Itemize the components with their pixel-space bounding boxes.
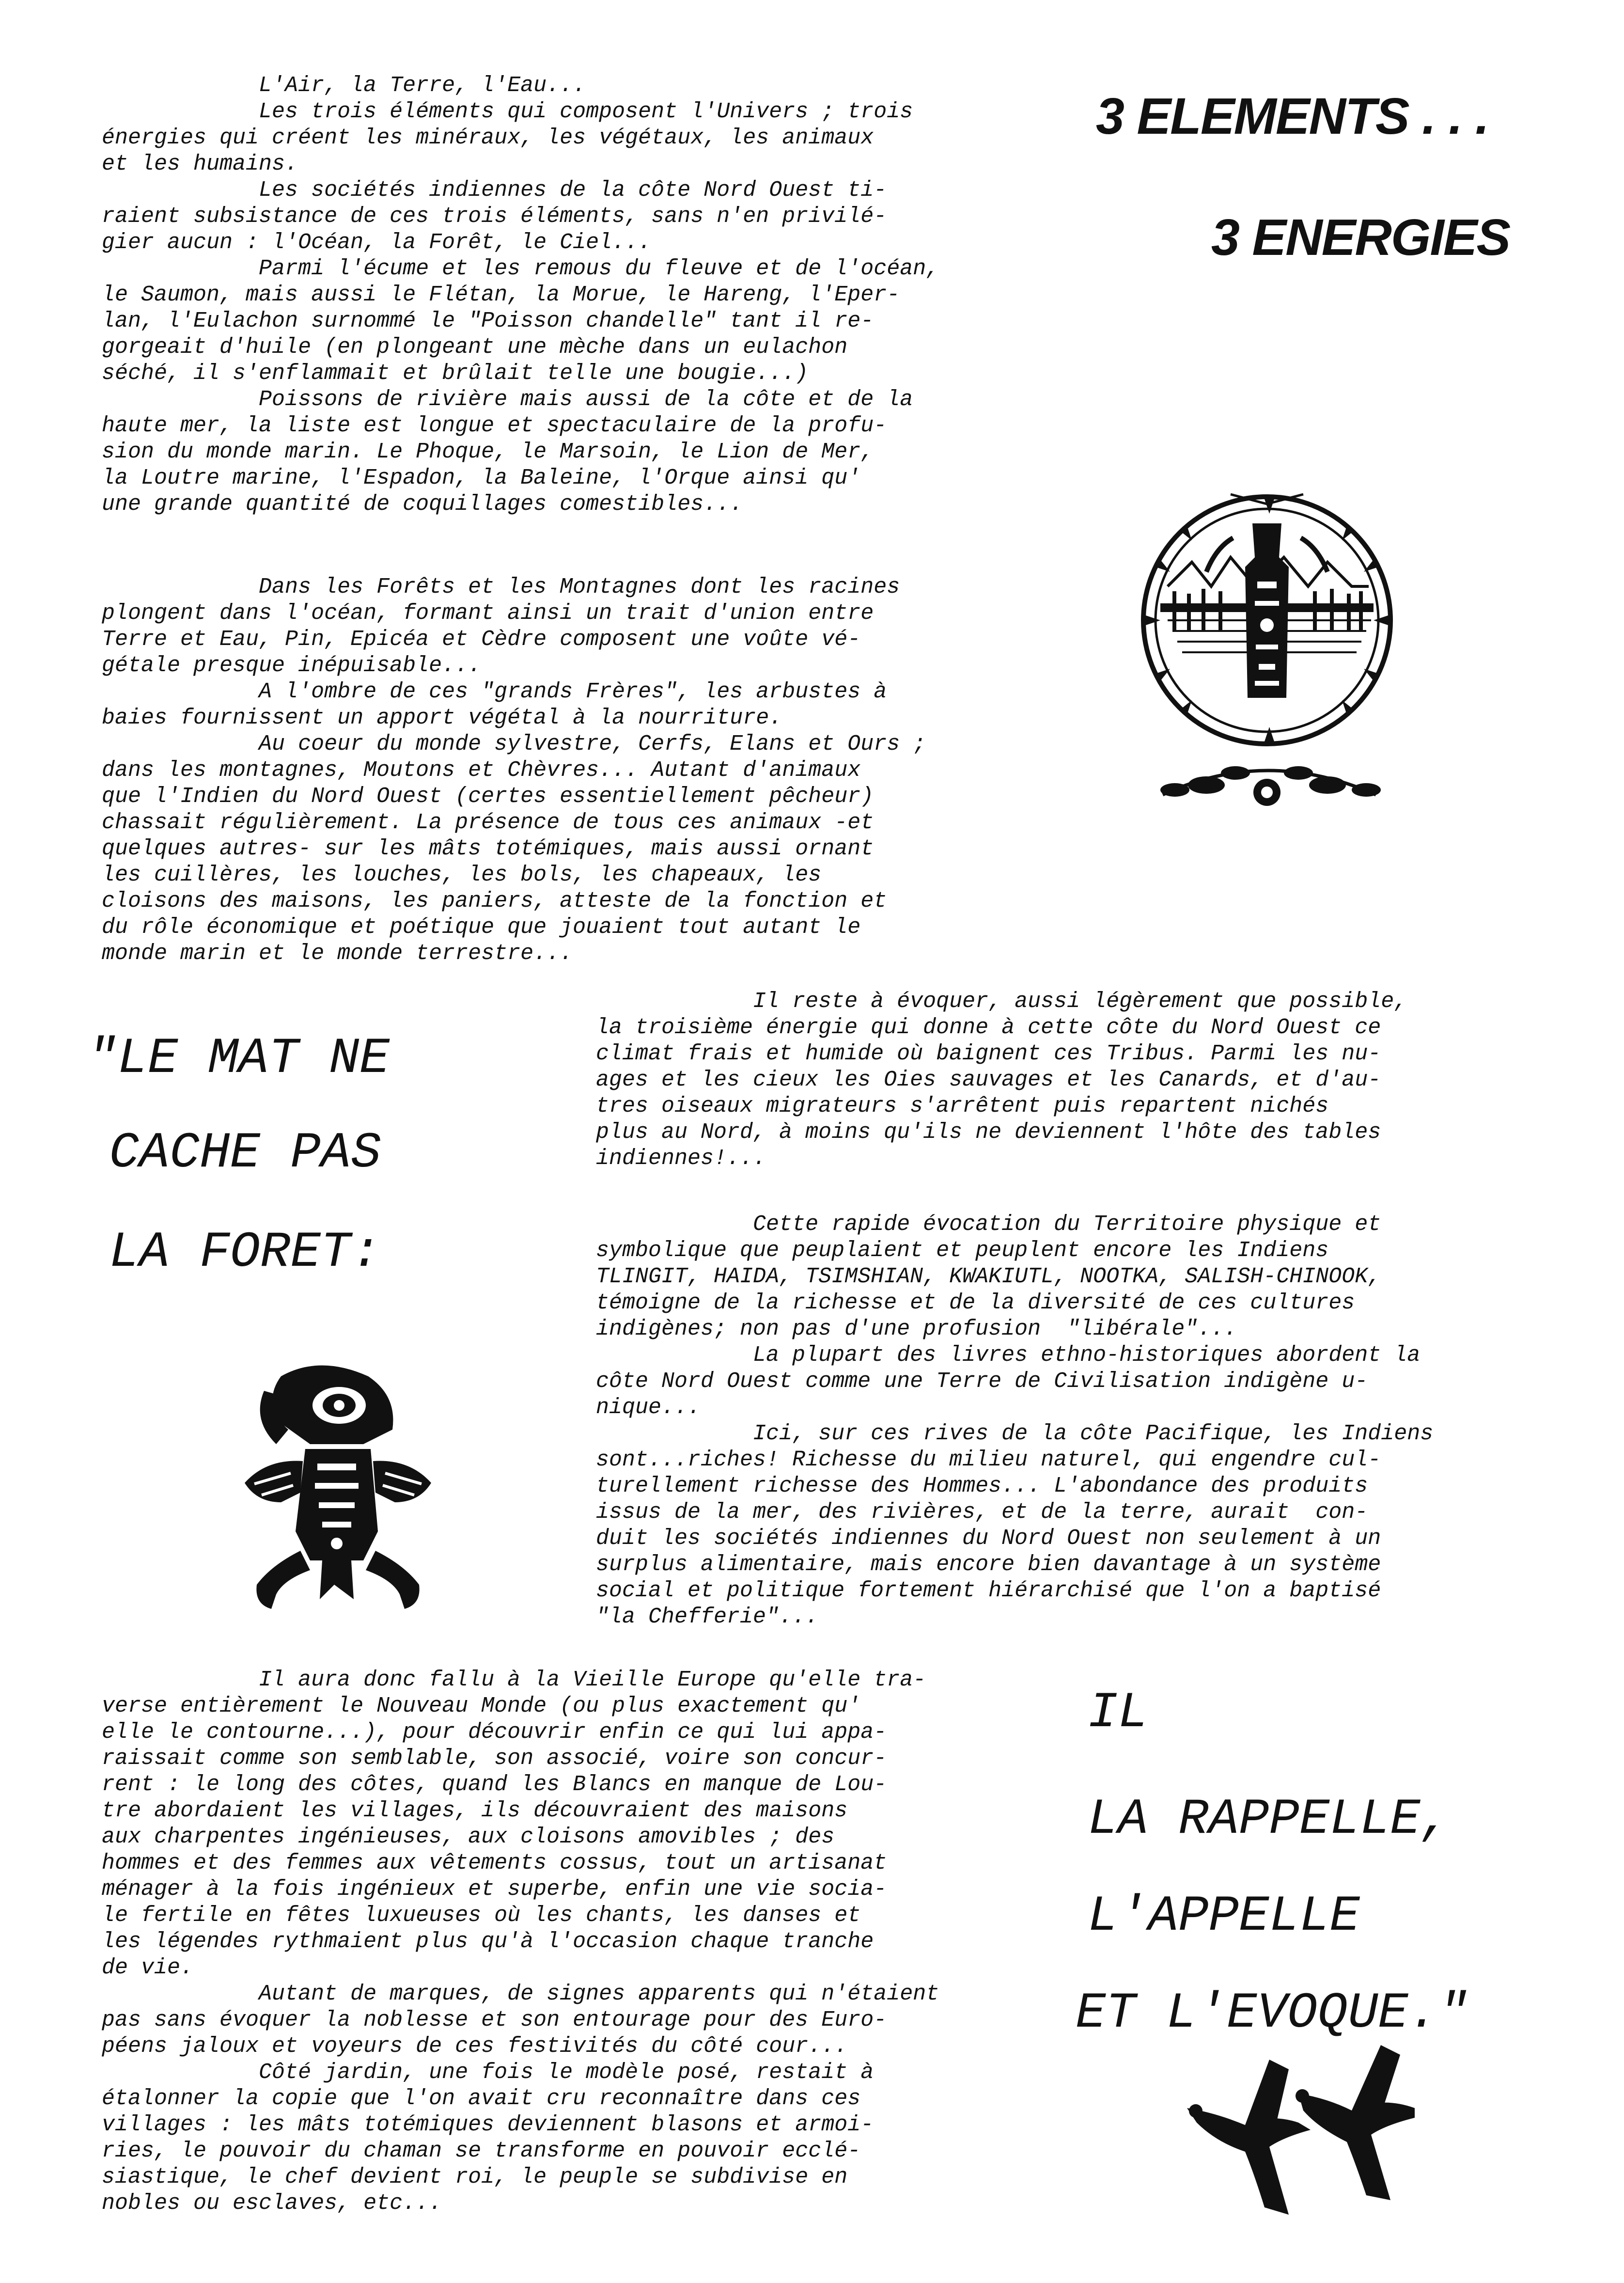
headline-energies: 3 ENERGIES	[1211, 209, 1510, 266]
headline-elements: 3 ELEMENTS . . .	[1096, 88, 1489, 145]
pull-quote-line-6: L'APPELLE	[1088, 1888, 1360, 1945]
paragraph-sky: Il reste à évoquer, aussi légèrement que possible, la troisième énergie qui donne à cette côte du Nord Ouest ce climat frais et humide où baignent ces Tribus. Parmi les nu- ages et les cieux les Oies sauvages et les Canards, et d'au- tres oiseaux migrateurs s'arrêtent puis repartent nichés plus au Nord, à moins qu'ils ne deviennent l'hôte des tables indiennes!...	[596, 989, 1407, 1171]
pull-quote-line-1: "LE MAT NE	[87, 1030, 390, 1087]
pull-quote-line-3: LA FORET:	[109, 1224, 381, 1281]
pull-quote-line-7: ET L'EVOQUE."	[1076, 1985, 1469, 2042]
paragraph-europe: Il aura donc fallu à la Vieille Europe qu'elle tra- verse entièrement le Nouveau Monde (ou plus exactement qu' elle le contourne...), pour découvrir enfin ce qui lui appa- raissait comme son semblable, son associé, voire son concur- rent : le long des côtes, quand les Blancs en manque de Lou- tre abordaient les villages, ils découvraient des maisons aux charpentes ingénieuses, aux cloisons amovibles ; des hommes et des femmes aux vêtements cossus, tout un artisanat ménager à la fois ingénieux et superbe, enfin une vie socia- le fertile en fêtes luxueuses où les chants, les danses et les légendes rythmaient plus qu'à l'occasion chaque tranche de vie. Autant de marques, de signes apparents qui n'étaient pas sans évoquer la noblesse et son entourage pour des Euro- péens jaloux et voyeurs de ces festivités du côté cour... Côté jardin, une fois le modèle posé, restait à étalonner la copie que l'on avait cru reconnaître dans ces villages : les mâts totémiques deviennent blasons et armoi- ries, le pouvoir du chaman se transforme en pouvoir ecclé- siastique, le chef devient roi, le peuple se subdivise en nobles ou esclaves, etc...	[102, 1668, 939, 2216]
paragraph-intro: L'Air, la Terre, l'Eau... Les trois éléments qui composent l'Univers ; trois énergies qui créent les minéraux, les végétaux, les animaux et les humains. Les sociétés indiennes de la côte Nord Ouest ti- raient subsistance de ces trois éléments, sans n'en privilé- gier aucun : l'Océan, la Forêt, le Ciel... Parmi l'écume et les remous du fleuve et de l'océan, le Saumon, mais aussi le Flétan, la Morue, le Hareng, l'Eper- lan, l'Eulachon surnommé le "Poisson chandelle" tant il re- gorgeait d'huile (en plongeant une mèche dans un eulachon séché, il s'enflammait et brûlait telle une bougie...) Poissons de rivière mais aussi de la côte et de la haute mer, la liste est longue et spectaculaire de la profu- sion du monde marin. Le Phoque, le Marsoin, le Lion de Mer, la Loutre marine, l'Espadon, la Baleine, l'Orque ainsi qu' une grande quantité de coquillages comestibles...	[102, 73, 939, 517]
circular-emblem-illustration	[1134, 475, 1405, 829]
paragraph-territory: Cette rapide évocation du Territoire physique et symbolique que peuplaient et peuplent encore les Indiens TLINGIT, HAIDA, TSIMSHIAN, KWAKIUTL, NOOTKA, SALISH-CHINOOK, témoigne de la richesse et de la diversité de ces cultures indigènes; non pas d'une profusion "libérale"... La plupart des livres ethno-historiques abordent la côte Nord Ouest comme une Terre de Civilisation indigène u- nique... Ici, sur ces rives de la côte Pacifique, les Indiens sont...riches! Richesse du milieu naturel, qui engendre cul- turellement richesse des Hommes... L'abondance des produits issus de la mer, des rivières, et de la terre, aurait con- duit les sociétés indiennes du Nord Ouest non seulement à un surplus alimentaire, mais encore bien davantage à un système social et politique fortement hiérarchisé que l'on a baptisé "la Chefferie"...	[596, 1212, 1434, 1629]
flying-geese-illustration	[1187, 2040, 1420, 2220]
paragraph-forests: Dans les Forêts et les Montagnes dont les racines plongent dans l'océan, formant ainsi un trait d'union entre Terre et Eau, Pin, Epicéa et Cèdre composent une voûte vé- gétale presque inépuisable... A l'ombre de ces "grands Frères", les arbustes à baies fournissent un apport végétal à la nourriture. Au coeur du monde sylvestre, Cerfs, Elans et Ours ; dans les montagnes, Moutons et Chèvres... Autant d'animaux que l'Indien du Nord Ouest (certes essentiellement pêcheur) chassait régulièrement. La présence de tous ces animaux -et quelques autres- sur les mâts totémiques, mais aussi ornant les cuillères, les louches, les bols, les chapeaux, les cloisons des maisons, les paniers, atteste de la fonction et du rôle économique et poétique que jouaient tout autant le monde marin et le monde terrestre...	[102, 575, 926, 966]
thunderbird-illustration	[237, 1357, 436, 1619]
pull-quote-line-5: LA RAPPELLE,	[1088, 1791, 1451, 1848]
pull-quote-line-4: IL	[1088, 1685, 1148, 1742]
pull-quote-line-2: CACHE PAS	[109, 1125, 381, 1182]
